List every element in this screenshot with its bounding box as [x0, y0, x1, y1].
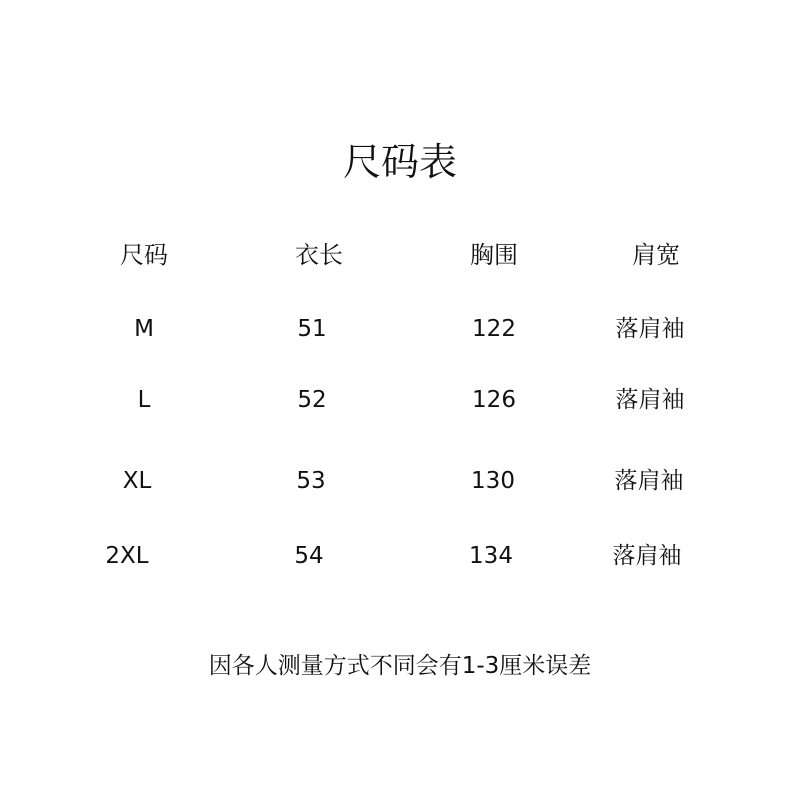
table-cell: 落肩袖	[614, 468, 684, 494]
header-size: 尺码	[120, 241, 168, 269]
table-cell: 落肩袖	[612, 543, 682, 569]
table-cell: L	[137, 387, 151, 413]
table-cell: 53	[296, 468, 326, 494]
header-chest: 胸围	[470, 241, 518, 269]
table-cell: XL	[122, 468, 152, 494]
table-cell: 54	[294, 543, 324, 569]
table-cell: 122	[472, 316, 516, 342]
table-cell: 2XL	[105, 543, 149, 569]
header-shoulder: 肩宽	[632, 241, 680, 269]
table-cell: 130	[471, 468, 515, 494]
header-length: 衣长	[295, 241, 343, 269]
table-cell: M	[134, 316, 154, 342]
table-cell: 落肩袖	[615, 387, 685, 413]
table-cell: 落肩袖	[615, 316, 685, 342]
table-cell: 51	[297, 316, 327, 342]
table-cell: 134	[469, 543, 513, 569]
measurement-note: 因各人测量方式不同会有1-3厘米误差	[208, 653, 592, 679]
page-title: 尺码表	[342, 140, 457, 184]
table-cell: 52	[297, 387, 327, 413]
table-cell: 126	[472, 387, 516, 413]
